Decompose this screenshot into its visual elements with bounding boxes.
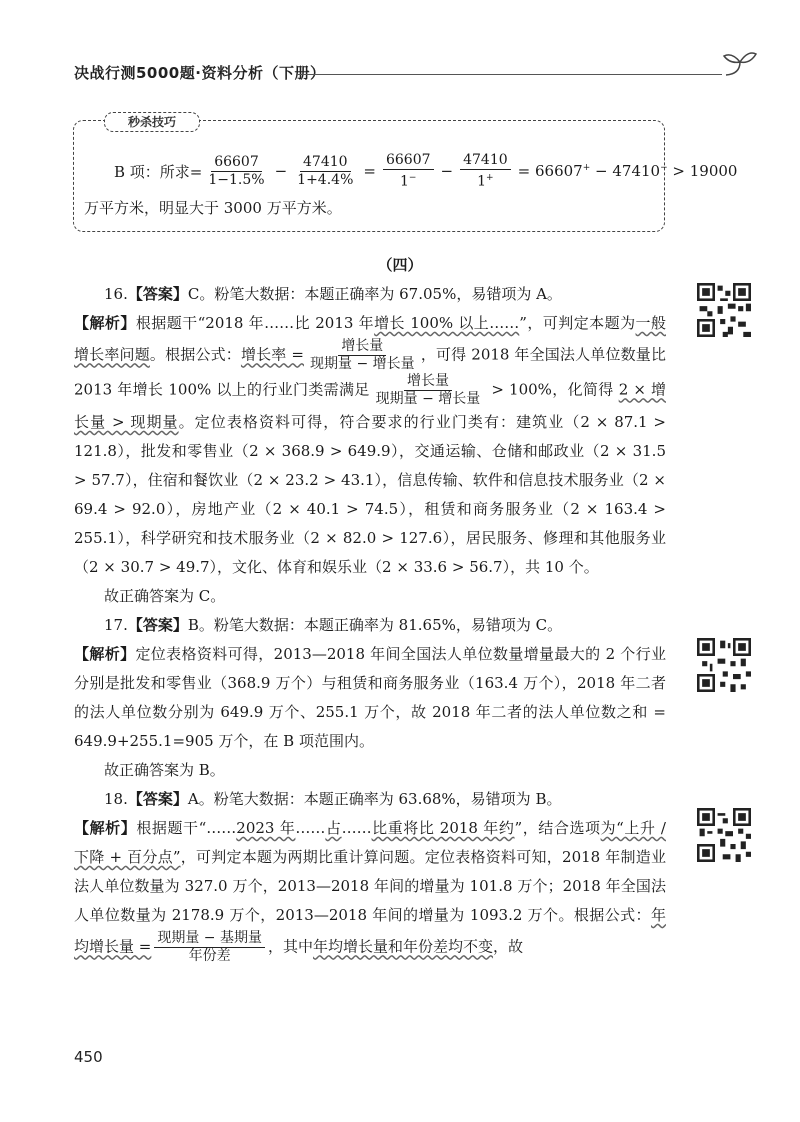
book-title: 决战行测5000题·资料分析（下册） xyxy=(74,64,326,82)
q17-conclusion: 故正确答案为 B。 xyxy=(104,761,225,779)
fraction-4: $\frac{47410}{1^+}$ xyxy=(460,152,511,191)
header-rule xyxy=(296,74,722,75)
q16-conclusion: 故正确答案为 C。 xyxy=(104,587,226,605)
tip-prefix: B 项：所求= xyxy=(114,162,203,181)
tip-box xyxy=(73,115,738,232)
answers-body xyxy=(74,280,666,965)
avg-growth-fraction: $\frac{\text{现期量 − 基期量}}{\text{年份差}}$ xyxy=(154,930,265,965)
qr-code-q17[interactable] xyxy=(697,638,751,692)
page-number: 450 xyxy=(74,1048,103,1066)
q17-analysis: 【解析】定位表格资料可得，2013—2018 年间全国法人单位数量增量最大的 2 个行业分别是批发和零售业（368.9 万个）与租赁和商务服务业（163.4 万个），2018 年二者的法人单位数分别为 649.9 万个、255.1 万个，故 2018 年二者的法人单位数之和 = 649.9+255.1=905 万个，在 B 项范围内。 xyxy=(74,645,666,750)
q16-analysis: 【解析】根据题干“2018 年……比 2013 年增长 100% 以上……”，可判定本题为一般增长率问题。根据公式：增长率 = $\frac{\text{增长量}}{\text{现期量 − 增长量}}$ ，可得 2018 年全国法人单位数量比 2013 年增长 100% 以上的行业门类需满足 $\frac{\text{增长量}}{\text{现期量 − 增长量}}$ > 100%，化简得 2 × 增长量 > 现期量。定位表格资料可得，符合要求的行业门类有：建筑业（2 × 87.1 > 121.8），批发和零售业（2 × 368.9 > 649.9），交通运输、仓储和邮政业（2 × 31.5 > 57.7），住宿和餐饮业（2 × 23.2 > 43.1），信息传输、软件和信息技术服务业（2 × 69.4 > 92.0），房地产业（2 × 40.1 > 74.5），租赁和商务服务业（2 × 163.4 > 255.1），科学研究和技术服务业（2 × 82.0 > 127.6），居民服务、修理和其他服务业（2 × 30.7 > 49.7），文化、体育和娱乐业（2 × 33.6 > 56.7），共 10 个。 xyxy=(74,314,666,576)
condition-fraction: $\frac{\text{增长量}}{\text{现期量 − 增长量}}$ xyxy=(375,373,481,407)
qr-code-q18[interactable] xyxy=(697,808,751,862)
fraction-3: $\frac{66607}{1^-}$ xyxy=(383,152,434,191)
growth-rate-fraction: $\frac{\text{增长量}}{\text{现期量 − 增长量}}$ xyxy=(310,338,415,372)
fraction-2: $\frac{47410}{1+4.4\%}$ xyxy=(297,153,354,188)
tip-result: = 66607+ − 47410− > 19000 xyxy=(517,162,738,180)
qr-code-q16[interactable] xyxy=(697,283,751,337)
tip-formula-line: B 项：所求= $\frac{66607}{1-1.5\%}$ − $\frac{47410}{1+4.4\%}$ = $\frac{66607}{1^-}$ − $\frac{47410}{1^+}$ = 66607+ − 47410− > 19000 xyxy=(114,151,738,190)
sprout-icon xyxy=(720,48,760,78)
q17-answer: 17.【答案】B。粉笔大数据：本题正确率为 81.65%，易错项为 C。 xyxy=(104,616,563,634)
q16-answer: 16.【答案】C。粉笔大数据：本题正确率为 67.05%，易错项为 A。 xyxy=(104,285,562,303)
tip-conclusion: 万平方米，明显大于 3000 万平方米。 xyxy=(84,199,342,217)
q18-analysis: 【解析】根据题干“……2023 年……占……比重将比 2018 年约”，结合选项为“上升 / 下降 + 百分点”，可判定本题为两期比重计算问题。定位表格资料可知，2018 年制造业法人单位数量为 327.0 万个，2013—2018 年间的增量为 101.8 万个；2018 年全国法人单位数量为 2178.9 万个，2013—2018 年间的增量为 1093.2 万个。根据公式：年均增长量 = $\frac{\text{现期量 − 基期量}}{\text{年份差}}$ ，其中年均增长量和年份差均不变，故 xyxy=(74,819,666,964)
tip-tag: 秒杀技巧 xyxy=(104,112,200,132)
section-title: （四） xyxy=(377,256,423,274)
q18-answer: 18.【答案】A。粉笔大数据：本题正确率为 63.68%，易错项为 B。 xyxy=(104,790,562,808)
fraction-1: $\frac{66607}{1-1.5\%}$ xyxy=(208,153,265,188)
